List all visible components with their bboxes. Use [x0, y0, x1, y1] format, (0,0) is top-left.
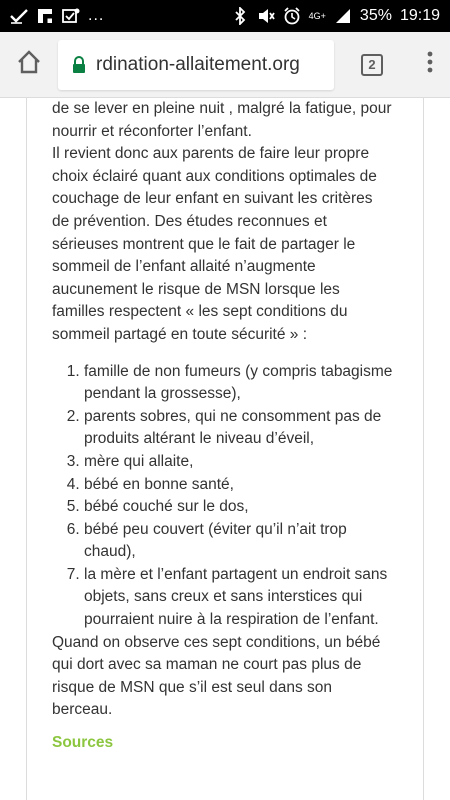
list-item: 4. bébé en bonne santé,: [84, 474, 394, 497]
signal-icon: [334, 7, 352, 25]
battery-level: 35%: [359, 7, 392, 24]
article-intro: de se lever en pleine nuit , malgré la fatigue, pour nourrir et réconforter l’enfant.: [52, 100, 392, 140]
status-bar: [0, 0, 450, 32]
lock-icon: [72, 56, 86, 74]
mute-icon: [257, 7, 275, 25]
tab-count: 2: [361, 54, 383, 76]
article-body: [52, 98, 394, 755]
list-item: 1. famille de non fumeurs (y compris tabagisme pendant la grossesse),: [84, 361, 394, 406]
network-type: 4G+: [308, 10, 326, 21]
list-item: 3. mère qui allaite,: [84, 451, 394, 474]
article-paragraph: Quand on observe ces sept conditions, un bébé qui dort avec sa maman ne court pas plus de risque de MSN que s’il est seul dans son berceau.: [52, 633, 381, 719]
status-left: [10, 7, 104, 25]
status-right: [231, 7, 440, 25]
status-more: ...: [88, 7, 105, 24]
url-text: rdination-allaitement.org: [96, 53, 300, 75]
bluetooth-icon: [231, 7, 249, 25]
page-content: [26, 98, 424, 800]
address-bar[interactable]: [58, 40, 334, 90]
voicemail-icon: [62, 7, 80, 25]
alarm-icon: [283, 7, 301, 25]
tab-switcher-button[interactable]: [334, 32, 410, 98]
flipboard-icon: [36, 7, 54, 25]
conditions-list: [52, 361, 394, 632]
home-icon: [16, 49, 42, 80]
list-item: 5. bébé couché sur le dos,: [84, 496, 394, 519]
article-paragraph: Il revient donc aux parents de faire leur propre choix éclairé quant aux conditions optimales de couchage de leur enfant en suivant les critères de prévention. Des études reconnues et sérieuses montrent que le fait de partager le sommeil de l’enfant allaité n’augmente aucunement le risque de MSN lorsque les familles respectent « les sept conditions du sommeil partagé en toute sécurité » :: [52, 145, 377, 343]
check-icon: [10, 7, 28, 25]
browser-toolbar: [0, 32, 450, 98]
sources-heading[interactable]: Sources: [52, 734, 114, 752]
list-item: 6. bébé peu couvert (éviter qu’il n’ait trop chaud),: [84, 519, 394, 564]
list-item: 2. parents sobres, qui ne consomment pas de produits altérant le niveau d’éveil,: [84, 406, 394, 451]
home-button[interactable]: [0, 32, 58, 98]
overflow-menu-button[interactable]: [410, 32, 450, 98]
overflow-menu-icon: [427, 51, 433, 78]
list-item: 7. la mère et l’enfant partagent un endroit sans objets, sans creux et sans interstices qui pourraient nuire à la respiration de l’enfant.: [84, 564, 394, 632]
clock-time: 19:19: [399, 7, 440, 24]
